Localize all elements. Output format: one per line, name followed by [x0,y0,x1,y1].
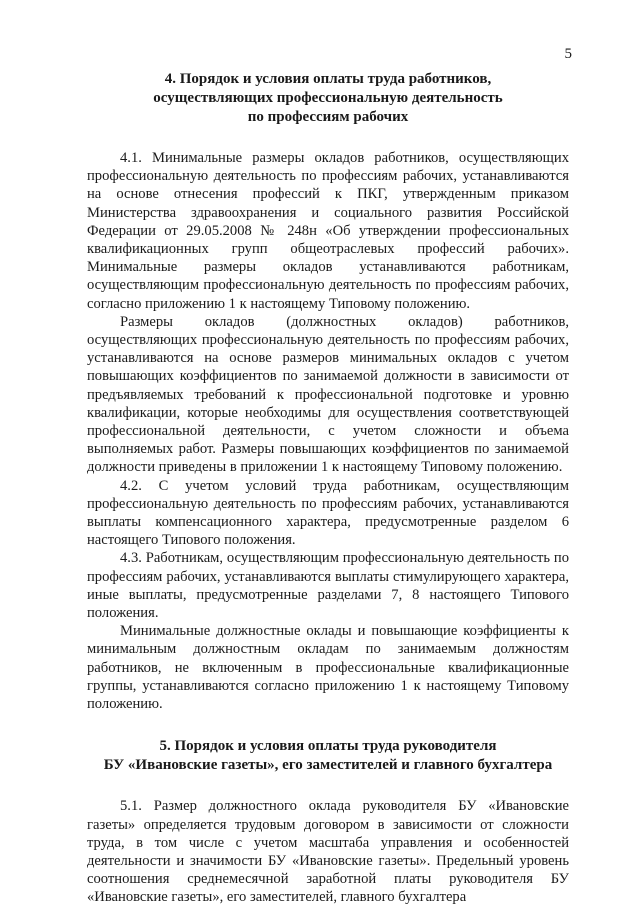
section-5-heading-line: БУ «Ивановские газеты», его заместителей и главного бухгалтера [103,757,553,774]
page-number: 5 [564,46,572,62]
paragraph-4-1-salaries: Размеры окладов (должностных окладов) работников, осуществляющих профессиональную деятельность по профессиям рабочих, устанавливаются на основе размеров минимальных окладов с учетом повышающих коэффициентов по занимаемой должности в зависимости от предъявляемых требований к профессиональной подготовке и уровню квалификации, которые необходимы для осуществления соответствующей профессиональной деятельности, с учетом сложности и объема выполняемых работ. Размеры повышающих коэффициентов по занимаемой должности приведены в приложении 1 к настоящему Типовому положению. [87,313,569,476]
section-5-heading-line: 5. Порядок и условия оплаты труда руководителя [159,738,497,755]
section-5-heading [87,737,569,775]
paragraph-4-1: 4.1. Минимальные размеры окладов работников, осуществляющих профессиональную деятельность по профессиям рабочих, устанавливаются на основе отнесения профессий к ПКГ, утвержденным приказом Министерства здравоохранения и социального развития Российской Федерации от 29.05.2008 № 248н «Об утверждении профессиональных квалификационных групп общеотраслевых профессий рабочих». Минимальные размеры окладов устанавливаются работникам, осуществляющим профессиональную деятельность по профессиям рабочих, согласно приложению 1 к настоящему Типовому положению. [87,150,569,312]
paragraph-5-1: 5.1. Размер должностного оклада руководителя БУ «Ивановские газеты» определяется трудовым договором в зависимости от сложности труда, в том числе с учетом масштаба управления и особенностей деятельности и значимости БУ «Ивановские газеты». Предельный уровень соотношения среднемесячной заработной платы руководителя БУ «Ивановские газеты», его заместителей, главного бухгалтера [87,798,569,906]
section-4-heading [87,70,569,127]
paragraph-4-minimal-salaries: Минимальные должностные оклады и повышающие коэффициенты к минимальным должностным окладам по занимаемым должностям работников, не включенным в профессиональные квалификационные группы, устанавливаются согласно приложению 1 к настоящему Типовому положению. [87,623,569,713]
document-body [87,70,569,907]
section-4-heading-line: 4. Порядок и условия оплаты труда работников, [164,71,492,87]
paragraph-4-3: 4.3. Работникам, осуществляющим профессиональную деятельность по профессиям рабочих, устанавливаются выплаты стимулирующего характера, иные выплаты, предусмотренные разделами 7, 8 настоящего Типового положения. [87,550,569,622]
section-4-heading-line: осуществляющих профессиональную деятельность [153,90,503,106]
section-4-heading-line: по профессиям рабочих [247,109,409,125]
paragraph-4-2: 4.2. С учетом условий труда работникам, осуществляющим профессиональную деятельность по профессиям рабочих, устанавливаются выплаты компенсационного характера, предусмотренные разделом 6 настоящего Типового положения. [87,477,569,549]
